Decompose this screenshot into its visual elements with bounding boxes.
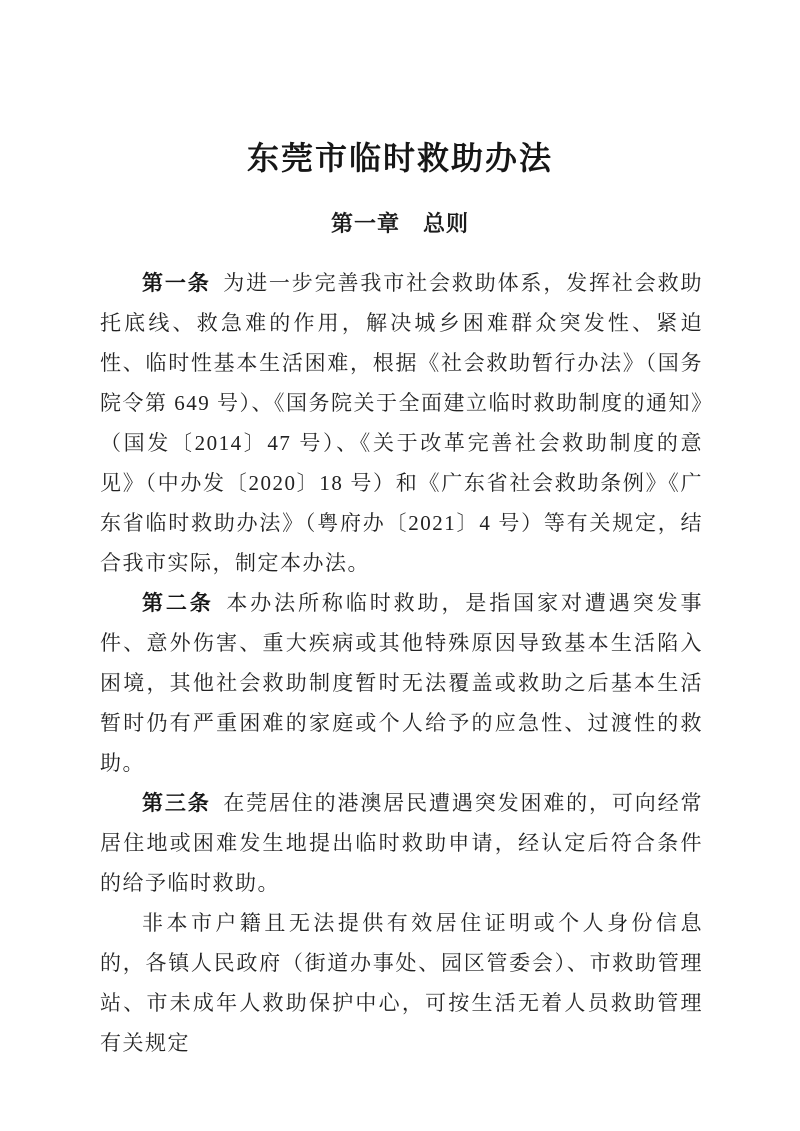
paragraph-article-2 (100, 583, 703, 783)
paragraph-article-1 (100, 263, 703, 583)
paragraph-continuation (100, 903, 703, 1063)
document-body (0, 263, 800, 1063)
article-text: 为进一步完善我市社会救助体系，发挥社会救助托底线、救急难的作用，解决城乡困难群众突发性、紧迫性、临时性基本生活困难，根据《社会救助暂行办法》（国务院令第 649 号）、《国务院关于全面建立临时救助制度的通知》（国发〔2014〕47 号）、《关于改革完善社会救助制度的意见》（中办发〔2020〕18 号）和《广东省社会救助条例》《广东省临时救助办法》（粤府办〔2021〕4 号）等有关规定，结合我市实际，制定本办法。 (100, 271, 704, 575)
article-text: 在莞居住的港澳居民遭遇突发困难的，可向经常居住地或困难发生地提出临时救助申请，经认定后符合条件的给予临时救助。 (100, 791, 704, 895)
article-number: 第三条 (142, 791, 211, 815)
article-text: 本办法所称临时救助，是指国家对遭遇突发事件、意外伤害、重大疾病或其他特殊原因导致基本生活陷入困境，其他社会救助制度暂时无法覆盖或救助之后基本生活暂时仍有严重困难的家庭或个人给予的应急性、过渡性的救助。 (100, 591, 704, 775)
article-text: 非本市户籍且无法提供有效居住证明或个人身份信息的，各镇人民政府（街道办事处、园区管委会）、市救助管理站、市未成年人救助保护中心，可按生活无着人员救助管理有关规定 (100, 911, 703, 1055)
article-number: 第一条 (142, 271, 211, 295)
chapter-heading: 第一章 总则 (330, 211, 469, 236)
document-title: 东莞市临时救助办法 (246, 140, 553, 176)
paragraph-article-3 (100, 783, 703, 903)
article-number: 第二条 (142, 591, 214, 615)
